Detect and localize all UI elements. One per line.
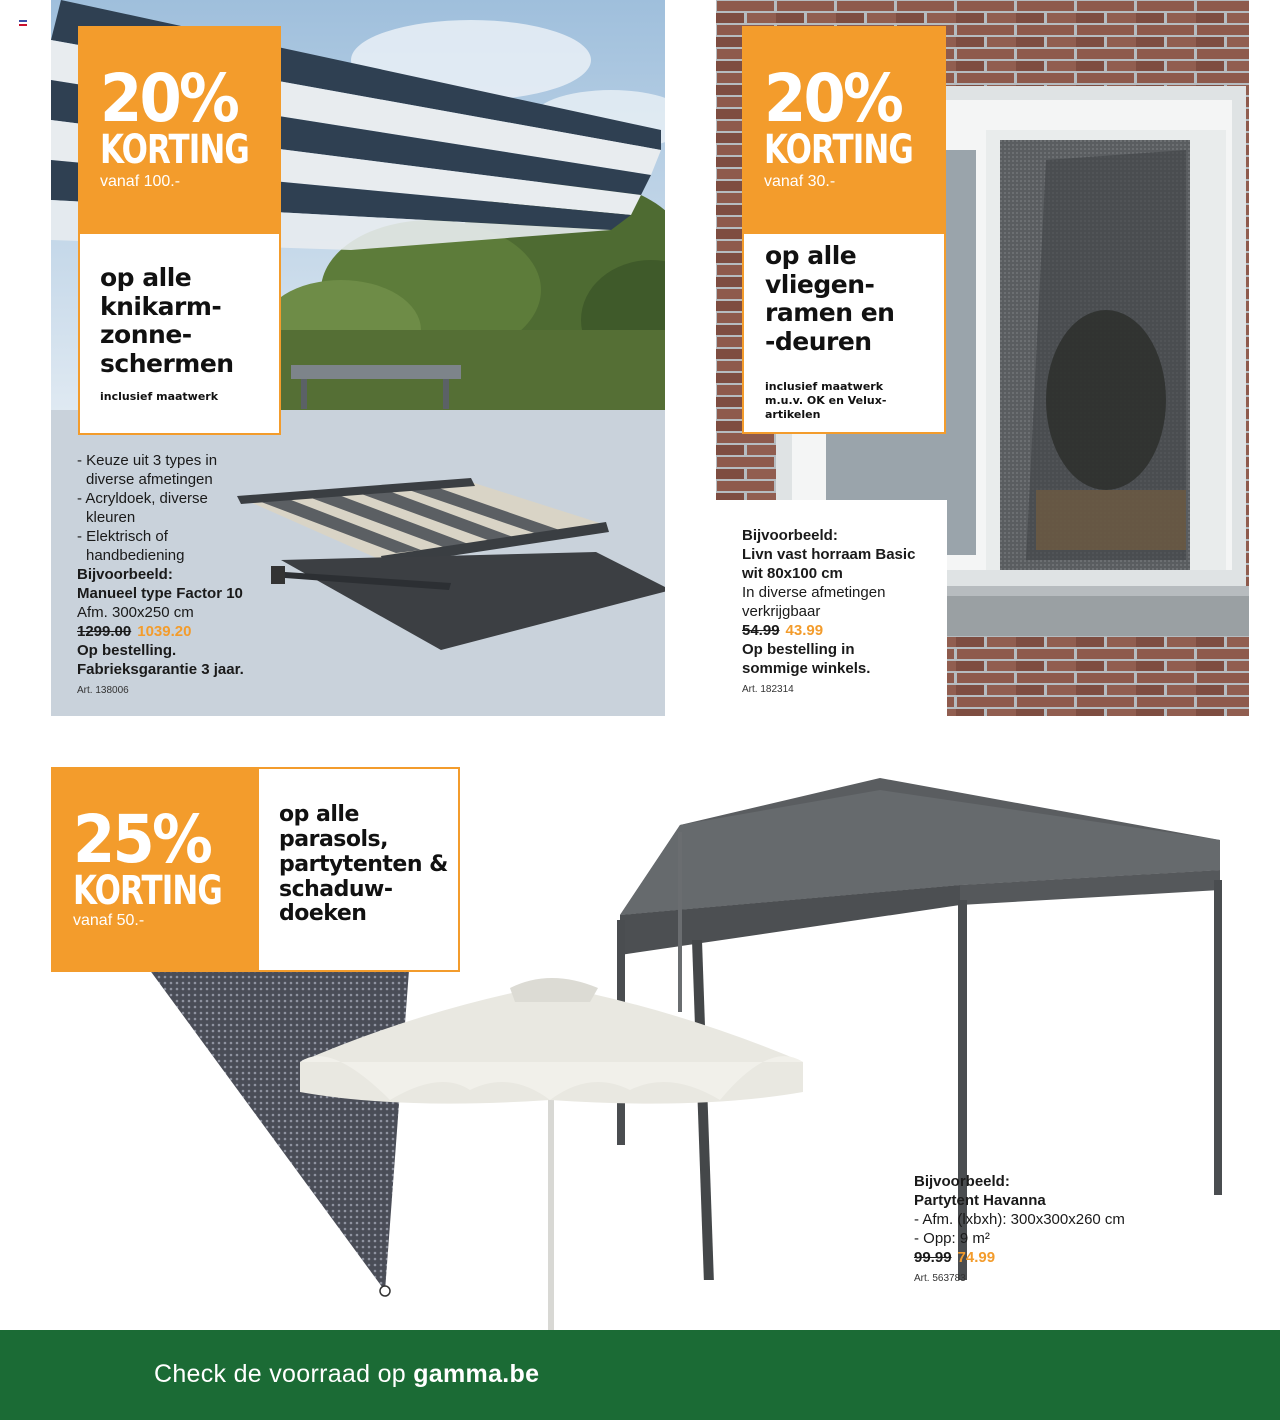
tent-product-info — [914, 1172, 1174, 1288]
awning-promo-panel — [51, 0, 665, 716]
tent-discount-badge — [51, 767, 259, 972]
tent-headline-box — [257, 767, 460, 972]
tent-discount-from: vanaf 50.- — [73, 912, 145, 929]
flyscreen-subline: inclusief maatwerk m.u.v. OK en Velux- artikelen — [765, 380, 887, 421]
tent-price — [914, 1248, 1174, 1267]
tent-discount-word: KORTING — [73, 868, 222, 914]
awning-product-info: - Keuze uit 3 types in diverse afmetingen - Acryldoek, diverse kleuren - Elektrisch of handbediening Bijvoorbeeld: Manueel type Factor 10 Afm. 300x250 cm 1299.00 1039.20 Op bestelling. Fabrieksgarantie 3 jaar. Art. 138006 — [77, 451, 297, 700]
tent-new-price: 74.99 — [957, 1249, 996, 1266]
flyscreen-new-price: 43.99 — [785, 622, 824, 639]
footer-banner — [0, 1330, 1280, 1420]
tent-article-number: Art. 563783 — [914, 1273, 966, 1284]
awning-discount-word: KORTING — [100, 127, 249, 173]
flyscreen-discount-word: KORTING — [764, 127, 913, 173]
awning-headline: op alle knikarm- zonne- schermen — [100, 263, 234, 378]
awning-discount-pct: 20% — [100, 60, 238, 137]
tent-discount-pct: 25% — [73, 801, 211, 878]
awning-price — [77, 622, 297, 641]
flyscreen-product-name: Livn vast horraam Basic — [742, 546, 916, 563]
tent-old-price: 99.99 — [914, 1249, 952, 1266]
awning-example-label: Bijvoorbeeld: — [77, 566, 173, 583]
awning-product-name: Manueel type Factor 10 — [77, 585, 243, 602]
flyscreen-headline-box — [742, 232, 946, 434]
flyscreen-old-price: 54.99 — [742, 622, 780, 639]
awning-article-number: Art. 138006 — [77, 685, 129, 696]
tent-dimensions: - Afm. (lxbxh): 300x300x260 cm — [914, 1211, 1125, 1228]
awning-subline: inclusief maatwerk — [100, 390, 219, 403]
language-flag-icon[interactable] — [19, 20, 27, 26]
footer-site-link[interactable]: gamma.be — [413, 1360, 540, 1388]
flyscreen-example-label: Bijvoorbeeld: — [742, 527, 838, 544]
awning-headline-box — [78, 232, 281, 435]
awning-discount-from: vanaf 100.- — [100, 173, 181, 190]
awning-dimensions: Afm. 300x250 cm — [77, 604, 194, 621]
flyscreen-discount-pct: 20% — [764, 60, 902, 137]
flyscreen-headline: op alle vliegen- ramen en -deuren — [765, 241, 895, 356]
flyscreen-article-number: Art. 182314 — [742, 684, 794, 695]
footer-text[interactable]: Check de voorraad op gamma.be — [154, 1360, 540, 1388]
flyscreen-discount-from: vanaf 30.- — [764, 173, 836, 190]
flyscreen-price — [742, 621, 947, 640]
flyscreen-product-info: Bijvoorbeeld: Livn vast horraam Basic wit 80x100 cm In diverse afmetingen verkrijgbaar 54.99 43.99 Op bestelling in sommige winkels. Art. 182314 — [716, 500, 947, 716]
awning-old-price: 1299.00 — [77, 623, 132, 640]
flyscreen-size: wit 80x100 cm — [742, 565, 843, 582]
flyscreen-discount-badge — [742, 26, 946, 232]
flyscreen-promo-panel — [716, 0, 1249, 716]
awning-discount-badge — [78, 26, 281, 232]
tent-product-name: Partytent Havanna — [914, 1192, 1046, 1209]
tent-example-label: Bijvoorbeeld: — [914, 1173, 1010, 1190]
tent-area: - Opp: 9 m² — [914, 1230, 990, 1247]
awning-new-price: 1039.20 — [137, 623, 192, 640]
tent-headline: op alle parasols, partytenten & schaduw- doeken — [279, 802, 448, 927]
